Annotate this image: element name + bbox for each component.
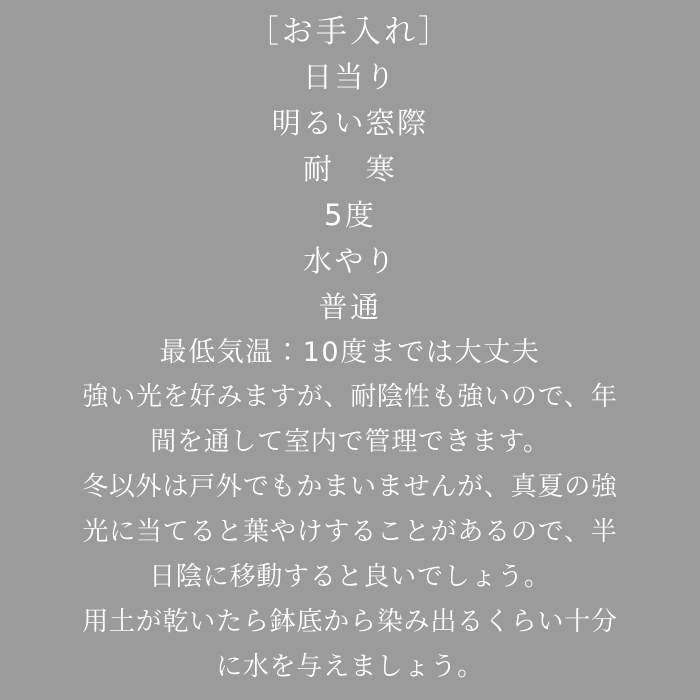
field-value-cold-hardiness: 5度 [323,198,377,232]
field-label-sunlight: 日当り [303,60,397,94]
field-label-cold-hardiness: 耐 寒 [303,152,397,186]
page-title: ［お手入れ］ [247,14,453,50]
paragraph-2-line-1: 冬以外は戸外でもかまいませんが、真夏の強 [82,472,618,502]
field-value-watering: 普通 [318,290,382,324]
paragraph-2-line-3: 日陰に移動すると良いでしょう。 [149,562,551,592]
paragraph-3-line-2: に水を与えましょう。 [216,652,484,682]
minimum-temperature-note: 最低気温：10度までは大丈夫 [159,337,541,368]
paragraph-1-line-2: 間を通して室内で管理できます。 [150,427,550,457]
field-value-sunlight: 明るい窓際 [271,106,429,140]
paragraph-2-line-2: 光に当てると葉やけすることがあるので、半 [82,517,618,547]
field-label-watering: 水やり [303,244,397,278]
paragraph-1-line-1: 強い光を好みますが、耐陰性も強いので、年 [82,382,618,412]
paragraph-3-line-1: 用土が乾いたら鉢底から染み出るくらい十分 [82,607,618,637]
